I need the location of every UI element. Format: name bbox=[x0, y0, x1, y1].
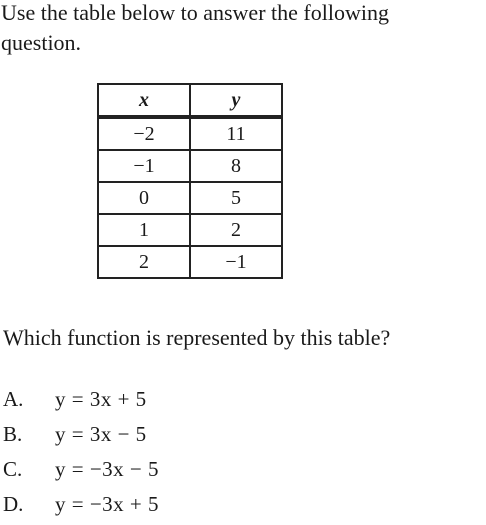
answer-choices bbox=[3, 382, 159, 522]
table-row bbox=[98, 182, 282, 214]
table-header-row bbox=[98, 84, 282, 117]
choice-equation: y = 3x − 5 bbox=[55, 422, 147, 446]
table-cell-x: −1 bbox=[98, 150, 190, 182]
table-cell-y: 11 bbox=[190, 117, 282, 150]
table-cell-x: 0 bbox=[98, 182, 190, 214]
choice-letter: A. bbox=[3, 387, 24, 411]
table-cell-y: −1 bbox=[190, 246, 282, 278]
table-cell-y: 5 bbox=[190, 182, 282, 214]
choice-letter: D. bbox=[3, 492, 24, 516]
table-cell-x: −2 bbox=[98, 117, 190, 150]
choice-c[interactable] bbox=[3, 452, 159, 487]
choice-letter: C. bbox=[3, 457, 23, 481]
table-cell-y: 8 bbox=[190, 150, 282, 182]
values-table bbox=[97, 83, 283, 279]
choice-d[interactable] bbox=[3, 487, 159, 522]
choice-a[interactable] bbox=[3, 382, 159, 417]
table-cell-x: 2 bbox=[98, 246, 190, 278]
choice-letter: B. bbox=[3, 422, 23, 446]
choice-b[interactable] bbox=[3, 417, 159, 452]
choice-equation: y = −3x − 5 bbox=[55, 457, 160, 481]
choice-equation: y = −3x + 5 bbox=[55, 492, 160, 516]
column-header-y: y bbox=[190, 84, 282, 117]
table-row bbox=[98, 246, 282, 278]
choice-equation: y = 3x + 5 bbox=[55, 387, 147, 411]
intro-text: Use the table below to answer the following question. bbox=[1, 0, 389, 55]
table-row bbox=[98, 150, 282, 182]
column-header-x: x bbox=[98, 84, 190, 117]
table-row bbox=[98, 214, 282, 246]
question-text: Which function is represented by this table? bbox=[3, 325, 391, 350]
table-cell-y: 2 bbox=[190, 214, 282, 246]
table-row bbox=[98, 117, 282, 150]
table-cell-x: 1 bbox=[98, 214, 190, 246]
